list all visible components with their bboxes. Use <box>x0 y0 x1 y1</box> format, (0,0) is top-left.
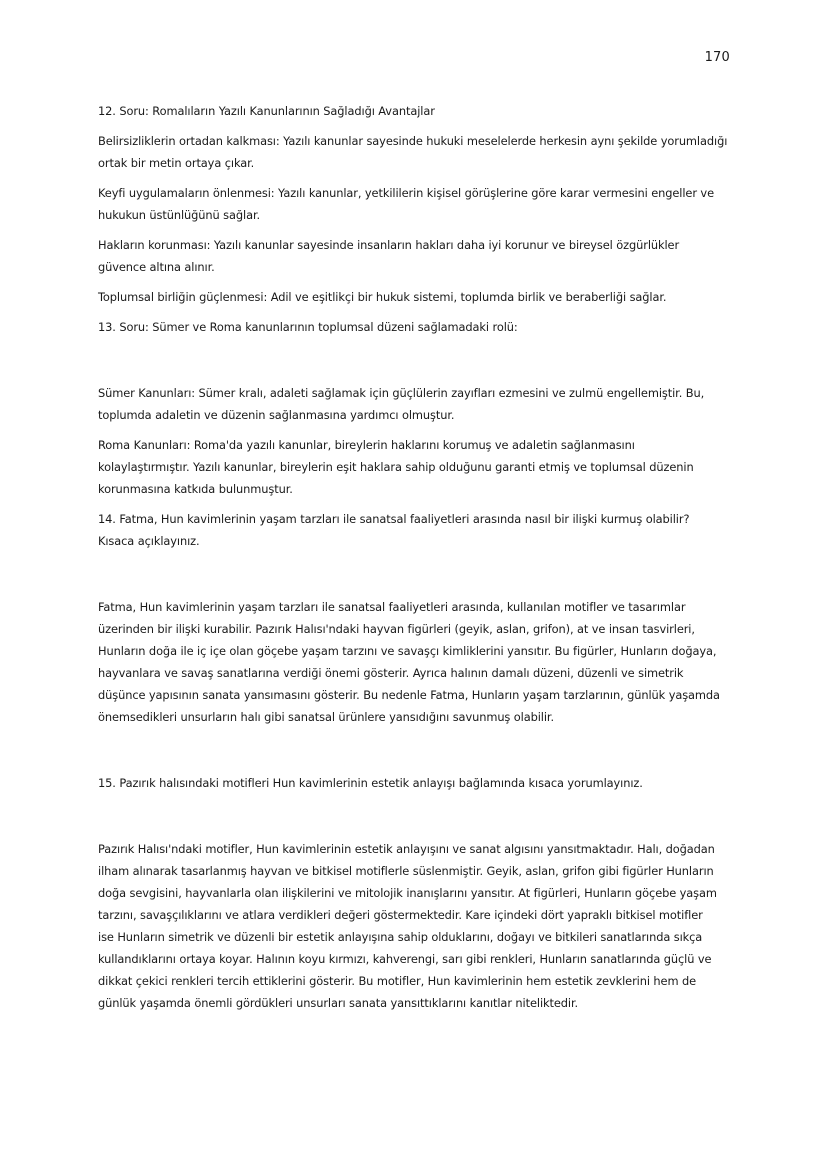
q12-paragraph-2: Keyfi uygulamaların önlenmesi: Yazılı kanunlar, yetkililerin kişisel görüşlerine göre karar vermesini engeller ve hukukun üstünlüğünü sağlar. <box>98 186 714 222</box>
q13-title: 13. Soru: Sümer ve Roma kanunlarının toplumsal düzeni sağlamadaki rolü: <box>98 320 518 334</box>
q13-paragraph-1: Sümer Kanunları: Sümer kralı, adaleti sağlamak için güçlülerin zayıfları ezmesini ve zulmü engellemiştir. Bu, toplumda adaletin ve düzenin sağlanmasına yardımcı olmuştur. <box>98 386 705 422</box>
q12-paragraph-4: Toplumsal birliğin güçlenmesi: Adil ve eşitlikçi bir hukuk sistemi, toplumda birlik ve beraberliği sağlar. <box>98 290 667 304</box>
document-body <box>98 100 730 1014</box>
q12-paragraph-1: Belirsizliklerin ortadan kalkması: Yazılı kanunlar sayesinde hukuki meselelerde herkesin aynı şekilde yorumladığı ortak bir metin ortaya çıkar. <box>98 134 728 170</box>
page-number: 170 <box>704 50 730 65</box>
q12-paragraph-3: Hakların korunması: Yazılı kanunlar sayesinde insanların hakları daha iyi korunur ve bireysel özgürlükler güvence altına alınır. <box>98 238 680 274</box>
q15-answer: Pazırık Halısı'ndaki motifler, Hun kavimlerinin estetik anlayışını ve sanat algısını yansıtmaktadır. Halı, doğadan ilham alınarak tasarlanmış hayvan ve bitkisel motiflerle süslenmiştir. Geyik, aslan, grifon gibi figürler Hunların doğa sevgisini, hayvanlarla olan ilişkilerini ve mitolojik inanışlarını yansıtır. At figürleri, Hunların göçebe yaşam tarzını, savaşçılıklarını ve atlara verdikleri değeri göstermektedir. Kare içindeki dört yapraklı bitkisel motifler ise Hunların simetrik ve düzenli bir estetik anlayışına sahip olduklarını, doğayı ve bitkileri sanatlarında sıkça kullandıklarını ortaya koyar. Halının koyu kırmızı, kahverengi, sarı gibi renkleri, Hunların sanatlarında güçlü ve dikkat çekici renkleri tercih ettiklerini gösterir. Bu motifler, Hun kavimlerinin hem estetik zevklerini hem de günlük yaşamda önemli gördükleri unsurları sanata yansıttıklarını kanıtlar niteliktedir. <box>98 842 717 1010</box>
q14-answer: Fatma, Hun kavimlerinin yaşam tarzları ile sanatsal faaliyetleri arasında, kullanılan motifler ve tasarımlar üzerinden bir ilişki kurabilir. Pazırık Halısı'ndaki hayvan figürleri (geyik, aslan, grifon), at ve insan tasvirleri, Hunların doğa ile iç içe olan göçebe yaşam tarzını ve savaşçı kimliklerini yansıtır. Bu figürler, Hunların doğaya, hayvanlara ve savaş sanatlarına verdiği önemi gösterir. Ayrıca halının damalı düzeni, düzenli ve simetrik düşünce yapısının sanata yansımasını gösterir. Bu nedenle Fatma, Hunların yaşam tarzlarının, günlük yaşamda önemsedikleri unsurların halı gibi sanatsal ürünlere yansıdığını savunmuş olabilir. <box>98 600 720 724</box>
q15-title: 15. Pazırık halısındaki motifleri Hun kavimlerinin estetik anlayışı bağlamında kısaca yorumlayınız. <box>98 776 643 790</box>
q12-title: 12. Soru: Romalıların Yazılı Kanunlarının Sağladığı Avantajlar <box>98 104 435 118</box>
q14-title: 14. Fatma, Hun kavimlerinin yaşam tarzları ile sanatsal faaliyetleri arasında nasıl bir ilişki kurmuş olabilir? Kısaca açıklayınız. <box>98 512 690 548</box>
q13-paragraph-2: Roma Kanunları: Roma'da yazılı kanunlar, bireylerin haklarını korumuş ve adaletin sağlanmasını kolaylaştırmıştır. Yazılı kanunlar, bireylerin eşit haklara sahip olduğunu garanti etmiş ve toplumsal düzenin korunmasına katkıda bulunmuştur. <box>98 438 694 496</box>
